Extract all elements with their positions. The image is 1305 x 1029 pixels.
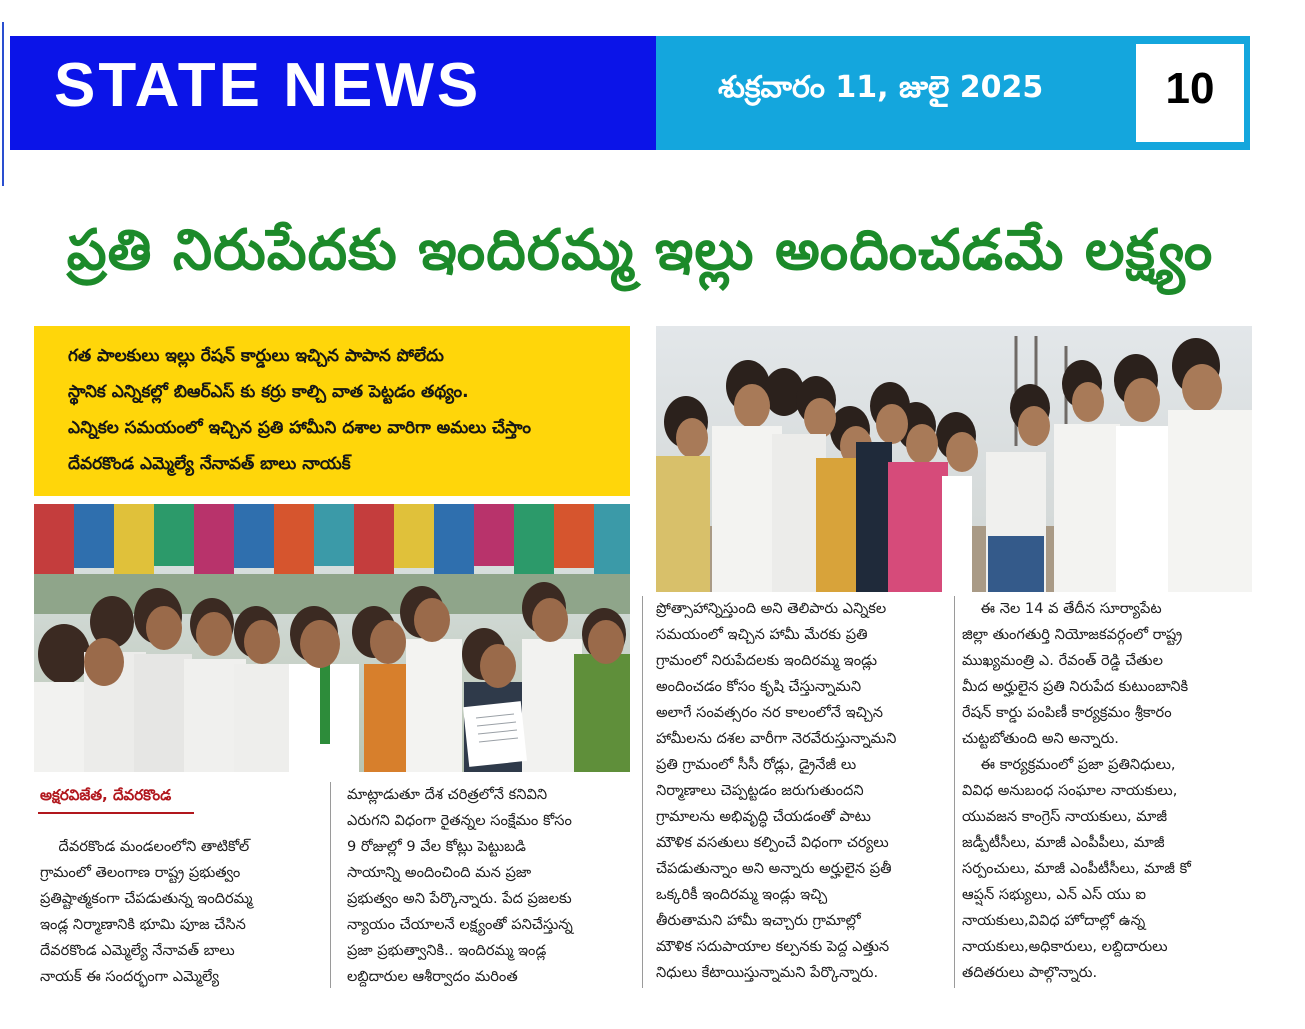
text-line: హామీలను దశల వారీగా నెరవేరుస్తున్నామని	[656, 730, 897, 747]
text-line: సమయంలో ఇచ్చిన హామీ మేరకు ప్రతి	[656, 626, 868, 643]
page-number-box	[1136, 44, 1244, 142]
photo-ceremony-illustration	[34, 504, 630, 772]
dateline-underline	[38, 812, 194, 814]
text-line: ప్రభుత్వం అని పేర్కొన్నారు. పేద ప్రజలకు	[347, 890, 572, 907]
column-separator	[330, 782, 331, 988]
text-line: గ్రామాలను అభివృద్ధి చేయడంతో పాటు	[656, 808, 871, 825]
text-line: మాట్లాడుతూ దేశ చరిత్రలోనే కనివిని	[347, 786, 548, 803]
text-line: ఎరుగని విధంగా రైతన్నల సంక్షేమం కోసం	[347, 812, 572, 829]
text-line: తదితరులు పాల్గొన్నారు.	[962, 964, 1098, 981]
highlight-line: దేవరకొండ ఎమ్మెల్యే నేనావత్ బాలు నాయక్	[68, 454, 351, 474]
text-line: ఇండ్ల నిర్మాణానికి భూమి పూజ చేసిన	[40, 916, 246, 933]
text-line: నాయక్ ఈ సందర్భంగా ఎమ్మెల్యే	[40, 968, 220, 985]
text-line: ఆప్షన్ సభ్యులు, ఎన్ ఎస్ యు ఐ	[962, 886, 1146, 903]
text-line: నిర్మాణాలు చెప్పట్టడం జరుగుతుందని	[656, 782, 864, 799]
headline: ప్రతి నిరుపేదకు ఇందిరమ్మ ఇల్లు అందించడమే లక్ష్యం	[66, 218, 1214, 283]
photo-ceremony	[34, 504, 630, 772]
text-line: న్యాయం చేయాలనే లక్ష్యంతో పనిచేస్తున్న	[347, 916, 573, 933]
highlight-line: గత పాలకులు ఇల్లు రేషన్ కార్డులు ఇచ్చిన పాపాన పోలేదు	[68, 346, 444, 366]
dateline: అక్షరవిజేత, దేవరకొండ	[40, 786, 172, 804]
column-separator	[642, 596, 643, 988]
text-line: వివిధ అనుబంధ సంఘాల నాయకులు,	[962, 782, 1178, 799]
masthead	[10, 36, 1250, 150]
column-separator	[954, 596, 955, 988]
text-line: నాయకులు,అధికారులు, లబ్దిదారులు	[962, 938, 1168, 955]
photo-group-illustration	[656, 326, 1252, 592]
masthead-title-band	[10, 36, 656, 150]
highlight-line: స్థానిక ఎన్నికల్లో బిఆర్ఎస్ కు కర్రు కాల్చి వాత పెట్టడం తథ్యం.	[68, 382, 469, 402]
masthead-date-band	[656, 36, 1250, 150]
highlight-box	[34, 326, 630, 496]
text-line: ముఖ్యమంత్రి ఎ. రేవంత్ రెడ్డి చేతుల	[962, 652, 1163, 669]
text-line: చేపడుతున్నాం అని అన్నారు అర్హులైన ప్రతీ	[656, 860, 892, 877]
text-line: ప్రతి గ్రామంలో సీసీ రోడ్లు, డ్రైనేజీ లు	[656, 756, 857, 773]
masthead-title: STATE NEWS	[54, 51, 482, 120]
text-line: అలాగే సంవత్సరం నర కాలంలోనే ఇచ్చిన	[656, 704, 883, 721]
article-column-3	[656, 596, 948, 986]
text-line: దేవరకొండ మండలంలోని తాటికోల్	[40, 838, 250, 855]
text-line: ప్రోత్సాహాన్నిస్తుంది అని తెలిపారు ఎన్నికల	[656, 600, 887, 617]
text-line: లబ్దిదారుల ఆశీర్వాదం మరింత	[347, 968, 518, 985]
text-line: ఈ నెల 14 వ తేదీన సూర్యాపేట	[962, 600, 1162, 617]
text-line: తీరుతామని హామీ ఇచ్చారు గ్రామాల్లో	[656, 912, 861, 929]
text-line: నిధులు కేటాయిస్తున్నామని పేర్కొన్నారు.	[656, 964, 879, 981]
text-line: మీద అర్హులైన ప్రతి నిరుపేద కుటుంబానికి	[962, 678, 1189, 695]
text-line: అందించడం కోసం కృషి చేస్తున్నామని	[656, 678, 862, 695]
text-line: మౌళిక సదుపాయాల కల్పనకు పెద్ద ఎత్తున	[656, 938, 890, 955]
text-line: యువజన కాంగ్రెస్ నాయకులు, మాజీ	[962, 808, 1168, 825]
text-line: సాయాన్ని అందించింది మన ప్రజా	[347, 864, 532, 881]
article-column-1	[40, 834, 308, 990]
text-line: నాయకులు,వివిధ హోదాల్లో ఉన్న	[962, 912, 1146, 929]
text-line: జడ్పీటీసీలు, మాజీ ఎంపీపీలు, మాజీ	[962, 834, 1165, 851]
text-line: ప్రజా ప్రభుత్వానికి.. ఇందిరమ్మ ఇండ్ల	[347, 942, 547, 959]
article-column-4	[962, 596, 1254, 986]
text-line: రేషన్ కార్డు పంపిణీ కార్యక్రమం శ్రీకారం	[962, 704, 1172, 721]
text-line: గ్రామంలో తెలంగాణ రాష్ట్ర ప్రభుత్వం	[40, 864, 241, 881]
left-margin-rule	[2, 22, 8, 186]
text-line: ప్రతిష్టాత్మకంగా చేపడుతున్న ఇందిరమ్మ	[40, 890, 253, 907]
text-line: జిల్లా తుంగతుర్తి నియోజకవర్గంలో రాష్ట్ర	[962, 626, 1183, 643]
masthead-date: శుక్రవారం 11, జులై 2025	[718, 70, 1044, 105]
text-line: దేవరకొండ ఎమ్మెల్యే నేనావత్ బాలు	[40, 942, 235, 959]
text-line: ఈ కార్యక్రమంలో ప్రజా ప్రతినిధులు,	[962, 756, 1176, 773]
page-number: 10	[1165, 64, 1215, 113]
text-line: 9 రోజుల్లో 9 వేల కోట్లు పెట్టుబడి	[347, 838, 526, 855]
text-line: గ్రామంలో నిరుపేదలకు ఇందిరమ్మ ఇండ్లు	[656, 652, 877, 669]
article-column-2	[347, 782, 637, 990]
text-line: ఒక్కరికీ ఇందిరమ్మ ఇండ్లు ఇచ్చి	[656, 886, 828, 903]
text-line: మౌళిక వసతులు కల్పించే విధంగా చర్యలు	[656, 834, 889, 851]
highlight-line: ఎన్నికల సమయంలో ఇచ్చిన ప్రతి హామీని దశాల వారిగా అమలు చేస్తాం	[68, 418, 531, 438]
photo-group	[656, 326, 1252, 592]
text-line: సర్పంచులు, మాజీ ఎంపీటీసీలు, మాజీ కో	[962, 860, 1191, 877]
text-line: చుట్టబోతుంది అని అన్నారు.	[962, 730, 1119, 747]
